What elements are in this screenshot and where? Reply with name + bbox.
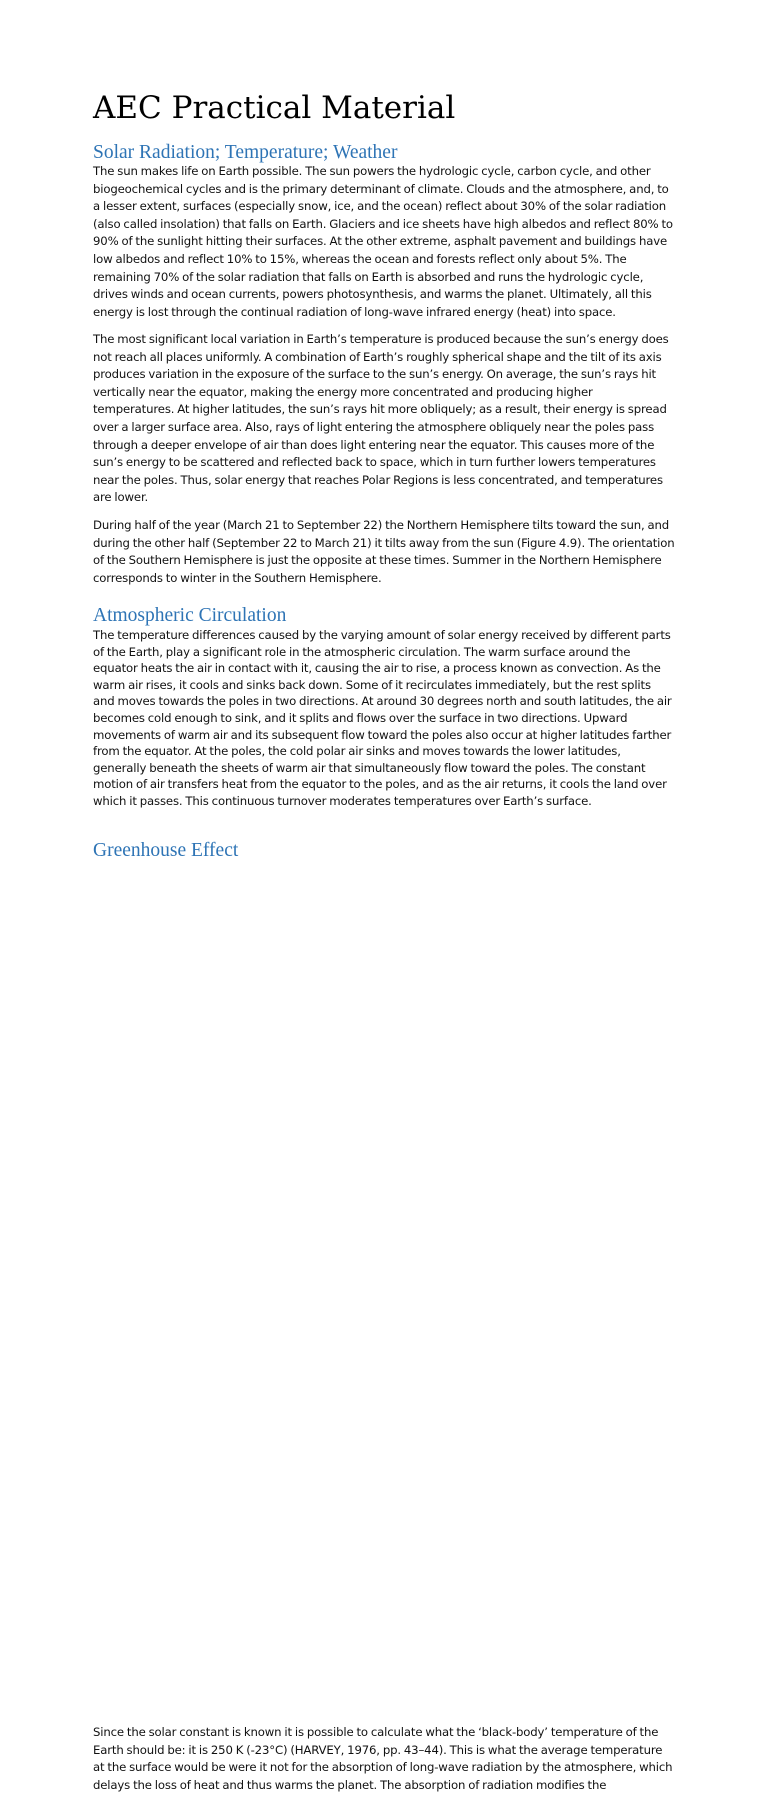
paragraph-atmospheric-1: The temperature differences caused by the varying amount of solar energy received by different parts of the Earth, play a significant role in the atmospheric circulation. The warm surface around the equator heats the air in contact with it, causing the air to rise, a process known as convection. As the warm air rises, it cools and sinks back down. Some of it recirculates immediately, but the rest splits and moves towards the poles in two directions. At around 30 degrees north and south latitudes, the air becomes cold enough to sink, and it splits and flows over the surface in two directions. Upward movements of warm air and its subsequent flow toward the poles also occur at higher latitudes farther from the equator. At the poles, the cold polar air sinks and moves towards the lower latitudes, generally beneath the sheets of warm air that simultaneously flow toward the poles. The constant motion of air transfers heat from the equator to the poles, and as the air returns, it cools the land over which it passes. This continuous turnover moderates temperatures over Earth’s surface. (93, 628, 672, 808)
heading-greenhouse-effect: Greenhouse Effect (93, 840, 239, 861)
document-title: AEC Practical Material (93, 90, 456, 126)
paragraph-solar-3: During half of the year (March 21 to September 22) the Northern Hemisphere tilts toward the sun, and during the other half (September 22 to March 21) it tilts away from the sun (Figure 4.9). The orientation of the Southern Hemisphere is just the opposite at these times. Summer in the Northern Hemisphere corresponds to winter in the Southern Hemisphere. (93, 518, 675, 585)
heading-solar-radiation: Solar Radiation; Temperature; Weather (93, 142, 398, 163)
paragraph-solar-2: The most significant local variation in Earth’s temperature is produced because the sun’s energy does not reach all places uniformly. A combination of Earth’s roughly spherical shape and the tilt of its axis produces variation in the exposure of the surface to the sun’s energy. On average, the sun’s rays hit vertically near the equator, making the energy more concentrated and producing higher temperatures. At higher latitudes, the sun’s rays hit more obliquely; as a result, their energy is spread over a larger surface area. Also, rays of light entering the atmosphere obliquely near the poles pass through a deeper envelope of air than does light entering near the equator. This causes more of the sun’s energy to be scattered and reflected back to space, which in turn further lowers temperatures near the poles. Thus, solar energy that reaches Polar Regions is less concentrated, and temperatures are lower. (93, 332, 669, 505)
heading-atmospheric-circulation: Atmospheric Circulation (93, 605, 287, 626)
paragraph-greenhouse-1: Since the solar constant is known it is possible to calculate what the ‘black-body’ temperature of the Earth should be: it is 250 K (-23°C) (HARVEY, 1976, pp. 43–44). This is what the average temperature at the surface would be were it not for the absorption of long-wave radiation by the atmosphere, which delays the loss of heat and thus warms the planet. The absorption of radiation modifies the (93, 1725, 673, 1792)
greenhouse-text-region (93, 862, 693, 1792)
paragraph-solar-1: The sun makes life on Earth possible. The sun powers the hydrologic cycle, carbon cycle, and other biogeochemical cycles and is the primary determinant of climate. Clouds and the atmosphere, and, to a lesser extent, surfaces (especially snow, ice, and the ocean) reflect about 30% of the solar radiation (also called insolation) that falls on Earth. Glaciers and ice sheets have high albedos and reflect 80% to 90% of the sunlight hitting their surfaces. At the other extreme, asphalt pavement and buildings have low albedos and reflect 10% to 15%, whereas the ocean and forests reflect only about 5%. The remaining 70% of the solar radiation that falls on Earth is absorbed and runs the hydrologic cycle, drives winds and ocean currents, powers photosynthesis, and warms the planet. Ultimately, all this energy is lost through the continual radiation of long-wave infrared energy (heat) into space. (93, 164, 673, 319)
